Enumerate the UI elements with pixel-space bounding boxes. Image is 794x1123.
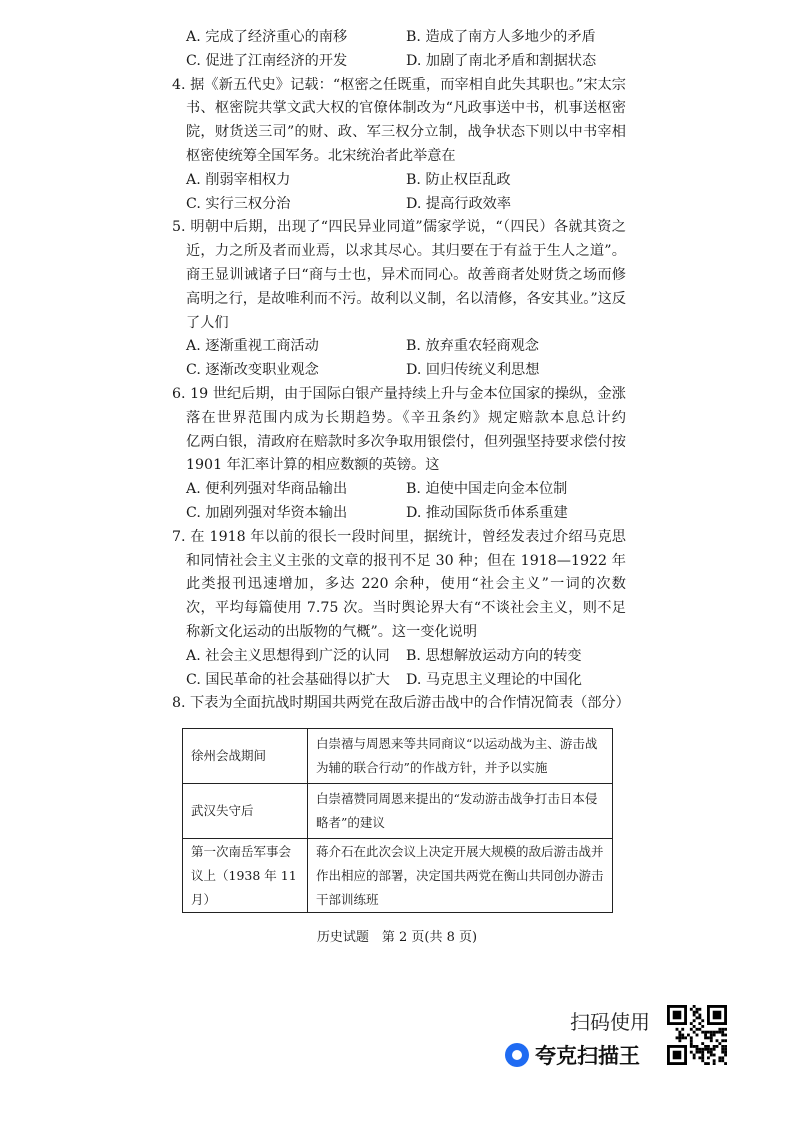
option-c: C. 加剧列强对华资本输出	[186, 504, 348, 521]
question-stem-line: 7. 在 1918 年以前的很长一段时间里，据统计，曾经发表过介绍马克思	[172, 528, 626, 545]
option-b: B. 造成了南方人多地少的矛盾	[406, 29, 596, 45]
option-b: B. 思想解放运动方向的转变	[406, 647, 582, 664]
option-d: D. 回归传统义利思想	[406, 362, 540, 379]
quark-logo-icon	[505, 1043, 529, 1067]
table-cell-content: 白崇禧赞同周恩来提出的“发动游击战争打击日本侵略者”的建议	[308, 784, 613, 839]
question-stem-line: 亿两白银，清政府在赔款时多次争取用银偿付，但列强坚持要求偿付按	[186, 433, 626, 450]
question-stem-line: 书、枢密院共掌文武大权的官僚体制改为“凡政事送中书，机事送枢密	[186, 100, 626, 117]
table-row	[183, 784, 613, 839]
option-d: D. 推动国际货币体系重建	[406, 504, 568, 521]
option-c: C. 逐渐改变职业观念	[186, 362, 319, 379]
question-stem-line: 商王显训诫诸子曰“商与士也，异术而同心。故善商者处财货之场而修	[186, 266, 626, 283]
option-b: B. 防止权臣乱政	[406, 171, 511, 188]
question-stem-line: 4. 据《新五代史》记载：“枢密之任既重，而宰相自此失其职也。”宋太宗	[172, 76, 626, 93]
question-7	[172, 526, 626, 693]
options-row	[172, 669, 626, 693]
option-b: B. 迫使中国走向金本位制	[406, 481, 568, 498]
question-stem-line: 枢密使统筹全国军务。北宋统治者此举意在	[186, 147, 456, 164]
option-d: D. 提高行政效率	[406, 195, 512, 212]
table-cell-period: 武汉失守后	[183, 784, 308, 839]
question-stem-line: 高明之行，是故唯利而不污。故利以义制，名以清修，各安其业。”这反	[186, 290, 626, 307]
table-row	[183, 839, 613, 913]
question-stem-line: 和同情社会主义主张的文章的报刊不足 30 种；但在 1918—1922 年	[186, 552, 626, 569]
options-row	[172, 478, 626, 502]
options-row	[172, 359, 626, 383]
option-a: A. 便利列强对华商品输出	[186, 481, 348, 498]
question-stem-line: 5. 明朝中后期，出现了“四民异业同道”儒家学说，“（四民）各就其资之	[172, 219, 626, 236]
question-stem-line: 次，平均每篇使用 7.75 次。当时舆论界大有“不谈社会主义，则不足	[186, 600, 626, 617]
options-row	[172, 193, 626, 217]
option-a: A. 逐渐重视工商活动	[186, 338, 319, 355]
option-c: C. 促进了江南经济的开发	[186, 52, 348, 69]
question-stem-line: 此类报刊迅速增加，多达 220 余种，使用“社会主义”一词的次数	[186, 576, 626, 593]
question-stem-line: 了人们	[186, 314, 229, 331]
brand-name: 夸克扫描王	[535, 1044, 640, 1068]
table-cell-period: 第一次南岳军事会议上（1938 年 11 月）	[183, 839, 308, 913]
option-c: C. 国民革命的社会基础得以扩大	[186, 671, 390, 688]
table-cell-content: 蒋介石在此次会议上决定开展大规模的敌后游击战并作出相应的部署，决定国共两党在衡山共同创办游击干部训练班	[308, 839, 613, 913]
question-stem-line: 称新文化运动的出版物的气概”。这一变化说明	[186, 623, 478, 640]
questions-body	[172, 74, 630, 717]
option-a: A. 削弱宰相权力	[186, 171, 291, 188]
option-d: D. 马克思主义理论的中国化	[406, 671, 582, 688]
option-d: D. 加剧了南北矛盾和割据状态	[406, 52, 597, 69]
question-stem-line: 落在世界范围内成为长期趋势。《辛丑条约》规定赔款本息总计约	[186, 409, 626, 426]
page-footer: 历史试题 第 2 页(共 8 页)	[316, 930, 478, 945]
q8-table	[182, 728, 613, 913]
question-4	[172, 74, 626, 217]
options-row	[172, 335, 626, 359]
question-stem-line: 院，财货送三司”的财、政、军三权分立制，战争状态下则以中书宰相	[186, 124, 626, 141]
scan-to-use-label: 扫码使用	[570, 1010, 650, 1034]
option-a: A. 社会主义思想得到广泛的认同	[186, 647, 390, 664]
table-row	[183, 729, 613, 784]
table-cell-period: 徐州会战期间	[183, 729, 308, 784]
option-c: C. 实行三权分治	[186, 195, 291, 212]
question-stem-line: 6. 19 世纪后期，由于国际白银产量持续上升与金本位国家的操纵，金涨	[172, 385, 626, 402]
table-cell-content: 白崇禧与周恩来等共同商议“以运动战为主、游击战为辅的联合行动”的作战方针，并予以实施	[308, 729, 613, 784]
question-8-stem: 8. 下表为全面抗战时期国共两党在敌后游击战中的合作情况简表（部分）	[172, 695, 630, 712]
question-stem-line: 近，力之所及者而业焉，以求其尽心。其归要在于有益于生人之道”。	[186, 243, 626, 260]
options-row	[172, 502, 626, 526]
question-5	[172, 216, 626, 383]
brand-logo	[505, 1040, 640, 1070]
qr-code-icon[interactable]	[667, 1005, 727, 1065]
options-row	[172, 645, 626, 669]
option-a: A. 完成了经济重心的南移	[186, 29, 348, 45]
option-b: B. 放弃重农轻商观念	[406, 338, 539, 355]
question-3-options	[172, 26, 626, 74]
question-stem-line: 1901 年汇率计算的相应数额的英镑。这	[186, 457, 440, 474]
question-6	[172, 383, 626, 526]
options-row	[172, 169, 626, 193]
